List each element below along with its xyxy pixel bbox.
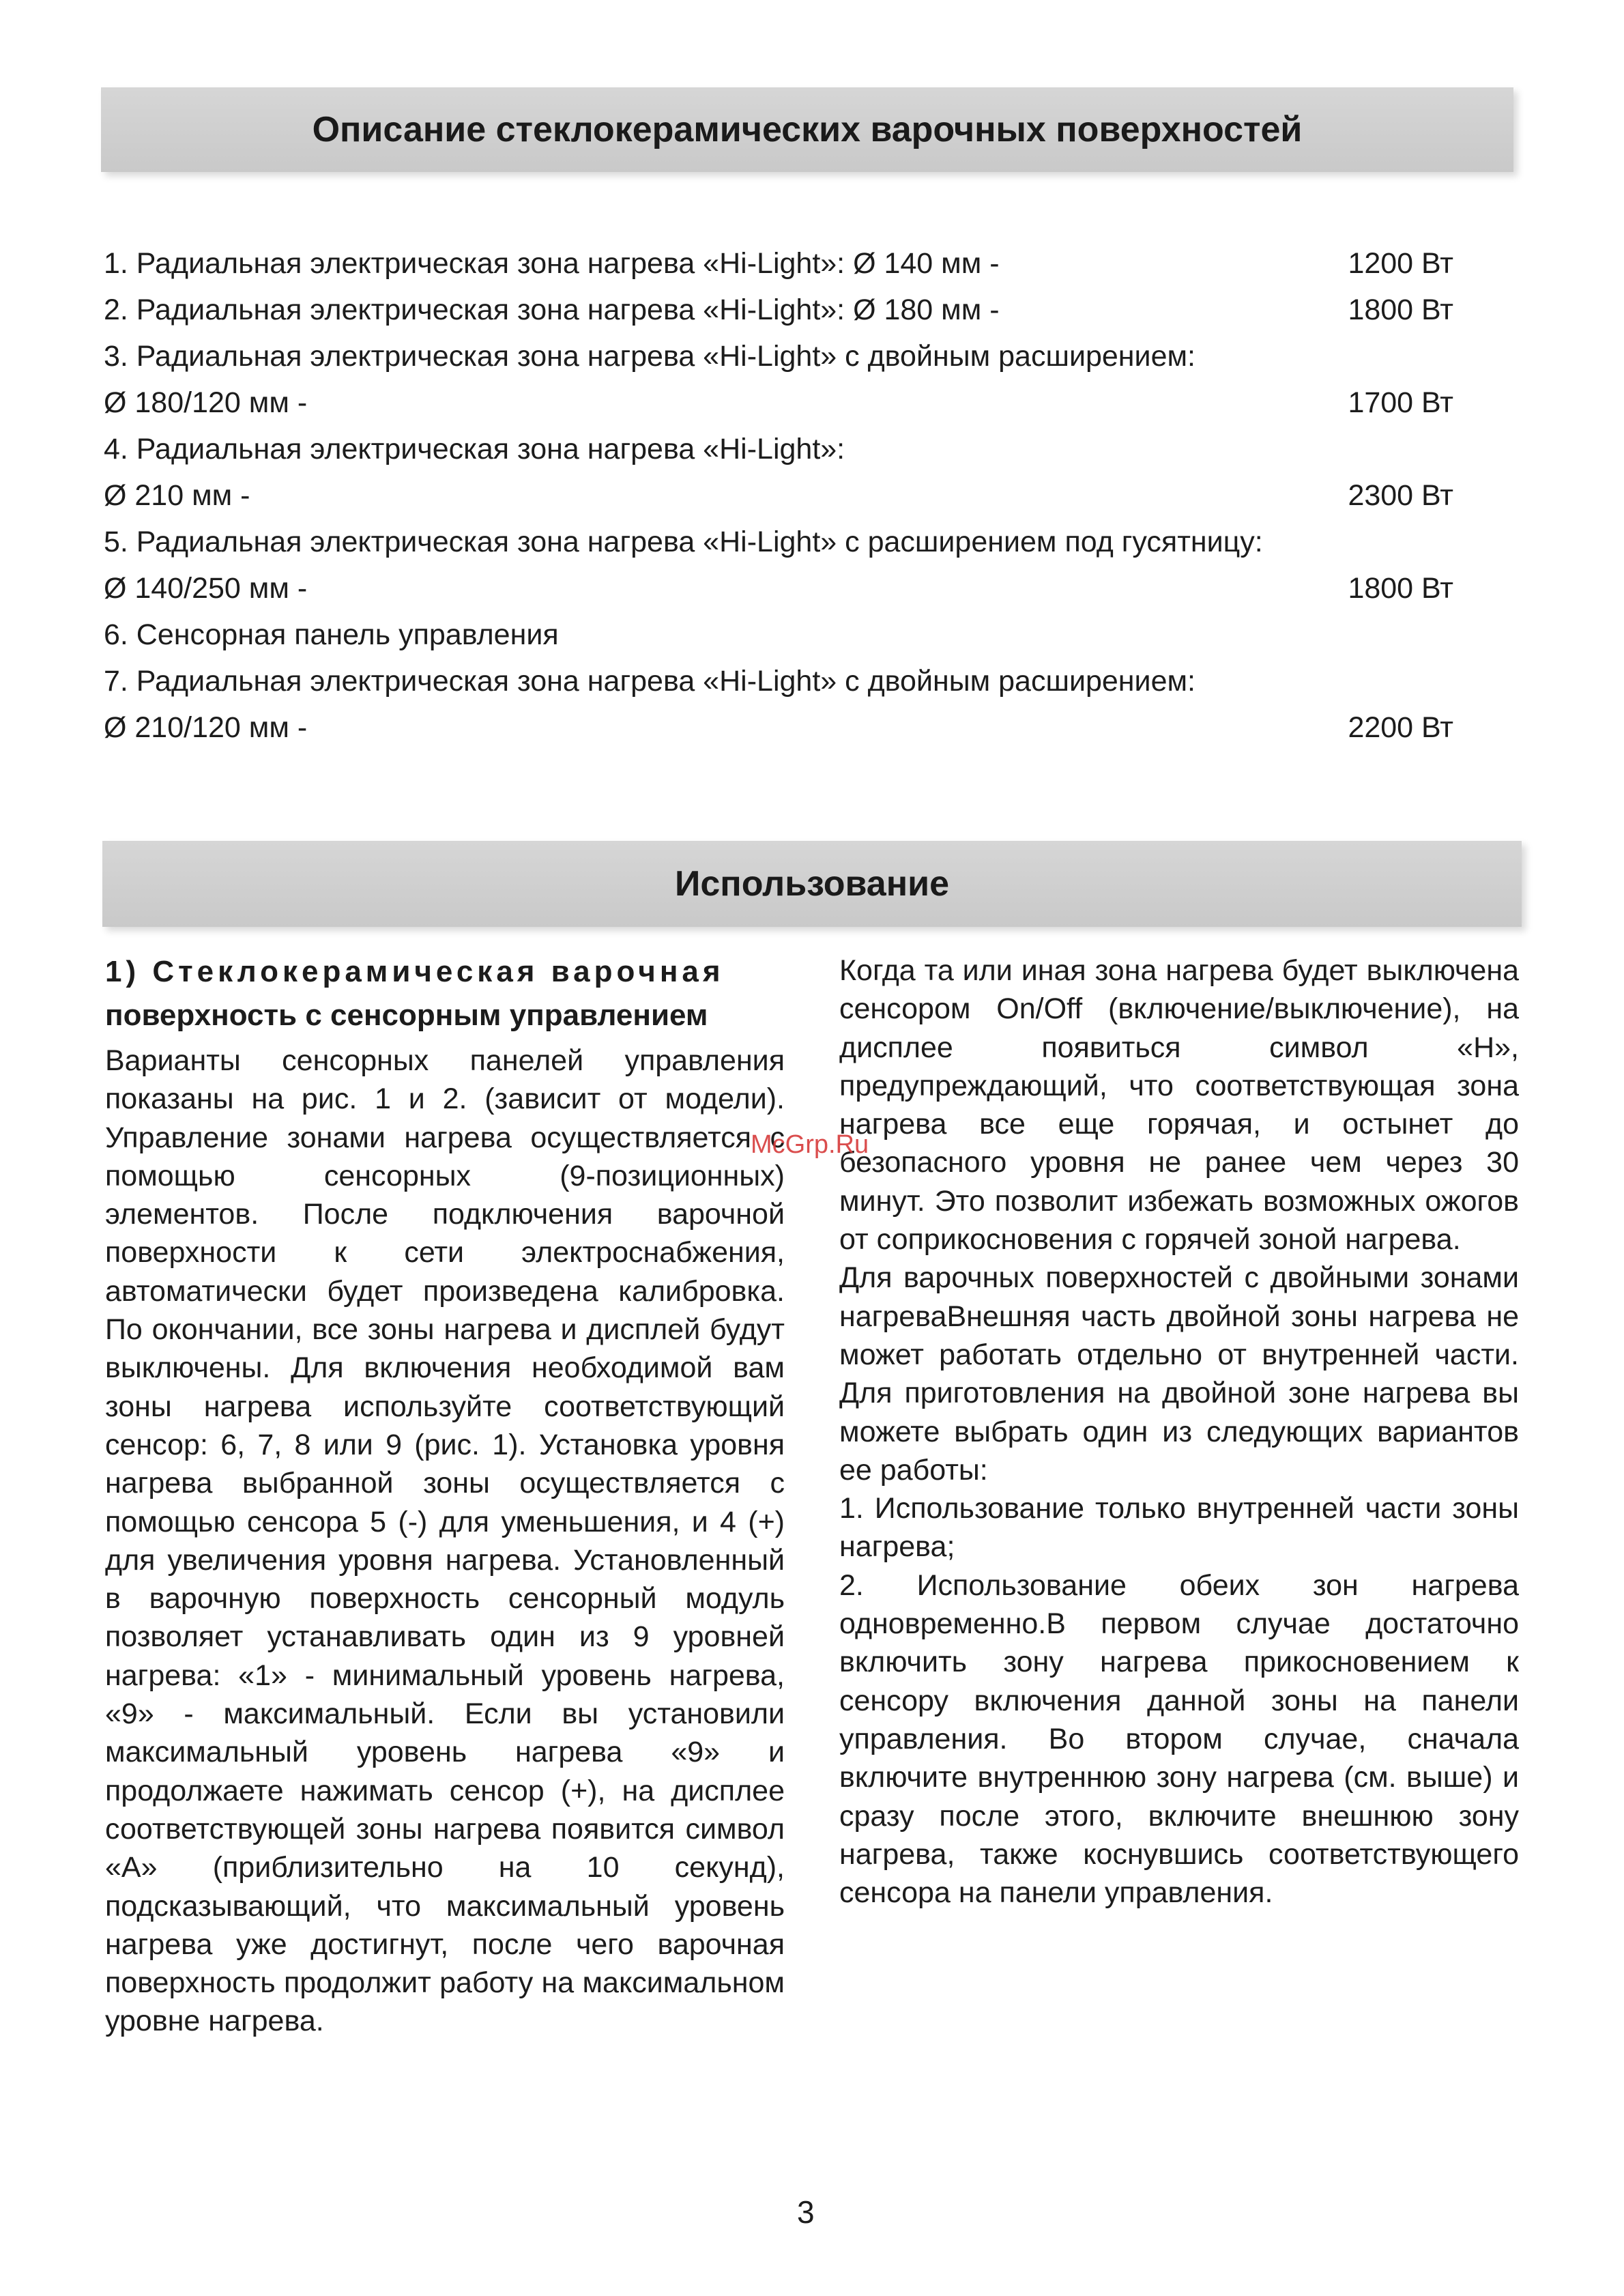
spec-text: Ø 180/120 мм - — [104, 386, 308, 419]
spec-value: 2200 Вт — [1348, 711, 1453, 744]
right-paragraph: Когда та или иная зона нагрева будет выключена сенсором On/Off (включение/выключение), на дисплее появиться символ «H», предупреждающий, что соответствующая зона нагрева все еще горячая, и остынет до безопасного уровня не ранее чем через 30 минут. Это позволит избежать возможных ожогов от соприкосновения с горячей зоной нагрева. — [839, 954, 1519, 1257]
section2-title: Использование — [675, 864, 949, 904]
spec-text: Ø 210 мм - — [104, 479, 250, 512]
spec-row — [104, 704, 1453, 751]
spec-row — [104, 658, 1453, 704]
spec-row — [104, 240, 1453, 287]
right-paragraph: Для варочных поверхностей с двойными зонами нагреваВнешняя часть двойной зоны нагрева не может работать отдельно от внутренней части. Для приготовления на двойной зоне нагрева вы можете выбрать один из следующих вариантов ее работы: — [839, 1261, 1519, 1487]
spec-text: 5. Радиальная электрическая зона нагрева «Hi-Light» с расширением под гусятницу: — [104, 526, 1263, 558]
spec-row — [104, 472, 1453, 519]
spec-list — [104, 240, 1453, 751]
spec-text: Ø 210/120 мм - — [104, 711, 308, 744]
spec-text: 7. Радиальная электрическая зона нагрева «Hi-Light» с двойным расширением: — [104, 665, 1195, 698]
spec-value: 2300 Вт — [1348, 479, 1453, 512]
spec-row — [104, 612, 1453, 658]
section2-title-banner — [102, 841, 1522, 927]
spec-row — [104, 287, 1453, 333]
spec-text: Ø 140/250 мм - — [104, 572, 308, 605]
subsection-heading — [105, 950, 785, 1037]
right-paragraph: 1. Использование только внутренней части зоны нагрева; — [839, 1492, 1519, 1564]
spec-value: 1800 Вт — [1348, 293, 1453, 326]
spec-row — [104, 565, 1453, 612]
page-number: 3 — [797, 2194, 815, 2230]
left-paragraph: Варианты сенсорных панелей управления показаны на рис. 1 и 2. (зависит от модели). Управление зонами нагрева осуществляется с помощью сенсорных (9-позиционных) элементов. После подключения варочной поверхности к сети электроснабжения, автоматически будет произведена калибровка. По окончании, все зоны нагрева и дисплей будут выключены. Для включения необходимой вам зоны нагрева используйте соответствующий сенсор: 6, 7, 8 или 9 (рис. 1). Установка уровня нагрева выбранной зоны осуществляется с помощью сенсора 5 (-) для уменьшения, и 4 (+) для увеличения уровня нагрева. Установленный в варочную поверхность сенсорный модуль позволяет устанавливать один из 9 уровней нагрева: «1» - минимальный уровень нагрева, «9» - максимальный. Если вы установили максимальный уровень нагрева «9» и продолжаете нажимать сенсор (+), на дисплее соответствующей зоны нагрева появится символ «A» (приблизительно на 10 секунд), подсказывающий, что максимальный уровень нагрева уже достигнут, после чего варочная поверхность продолжит работу на максимальном уровне нагрева. — [105, 1044, 785, 2038]
spec-text: 3. Радиальная электрическая зона нагрева «Hi-Light» с двойным расширением: — [104, 340, 1195, 373]
spec-value: 1200 Вт — [1348, 247, 1453, 280]
spec-value: 1700 Вт — [1348, 386, 1453, 419]
spec-text: 1. Радиальная электрическая зона нагрева «Hi-Light»: Ø 140 мм - — [104, 247, 1000, 280]
watermark: McGrp.Ru — [751, 1130, 869, 1159]
spec-row — [104, 379, 1453, 426]
subsection-heading-line1: 1) Стеклокерамическая варочная — [105, 955, 725, 988]
section1-title: Описание стеклокерамических варочных поверхностей — [312, 110, 1303, 149]
right-paragraph: 2. Использование обеих зон нагрева одновременно.В первом случае достаточно включить зону нагрева прикосновением к сенсору включения данной зоны на панели управления. Во втором случае, сначала включите внутреннюю зону нагрева (см. выше) и сразу после этого, включите внешнюю зону нагрева, также коснувшись соответствующего сенсора на панели управления. — [839, 1568, 1519, 1910]
spec-text: 4. Радиальная электрическая зона нагрева «Hi-Light»: — [104, 433, 845, 465]
spec-row — [104, 426, 1453, 472]
subsection-heading-line2: поверхность с сенсорным управлением — [105, 999, 708, 1032]
section1-title-banner — [101, 87, 1513, 172]
spec-text: 2. Радиальная электрическая зона нагрева «Hi-Light»: Ø 180 мм - — [104, 293, 1000, 326]
spec-row — [104, 333, 1453, 379]
left-column — [105, 950, 785, 2041]
spec-row — [104, 519, 1453, 565]
spec-value: 1800 Вт — [1348, 572, 1453, 605]
right-column — [839, 951, 1519, 1912]
spec-text: 6. Сенсорная панель управления — [104, 618, 559, 651]
